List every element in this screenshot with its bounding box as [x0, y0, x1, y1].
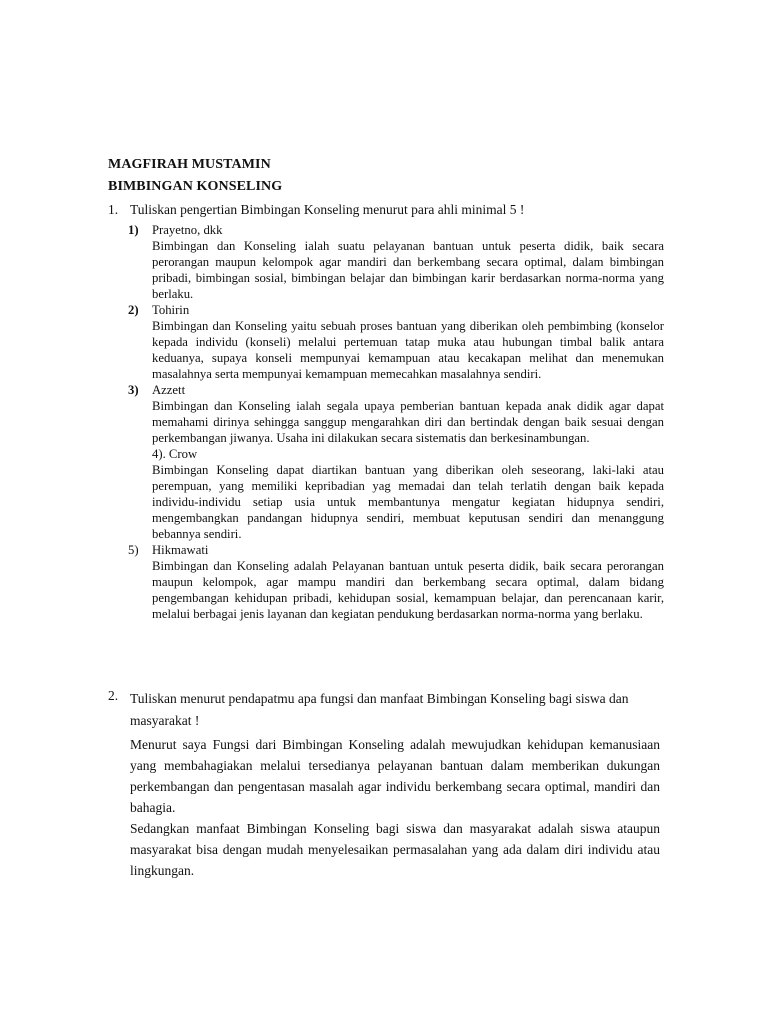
expert-definition: Bimbingan dan Konseling yaitu sebuah proses bantuan yang diberikan oleh pembimbing (konselor kepada individu (konseli) melalui pertemuan tatap muka atau hubungan timbal balik antara keduanya, supaya konseli mempunyai kemampuan atau kecakapan melihat dan menemukan masalahnya serta mempunyai kemampuan memecahkan masalahnya sendiri.	[152, 319, 664, 381]
expert-definition: Bimbingan dan Konseling adalah Pelayanan bantuan untuk peserta didik, baik secara perorangan maupun kelompok, agar mampu mandiri dan berkembang secara optimal, dalam bidang pengembangan kehidupan pribadi, kehidupan sosial, kemampuan belajar, dan perencanaan karir, melalui berbagai jenis layanan dan kegiatan pendukung berdasarkan norma-norma yang berlaku.	[152, 559, 664, 621]
expert-definition: Bimbingan dan Konseling ialah suatu pelayanan bantuan untuk peserta didik, baik secara perorangan maupun kelompok agar mandiri dan berkembang secara optimal, dalam bimbingan pribadi, bimbingan sosial, bimbingan belajar dan bimbingan karir berdasarkan norma-norma yang berlaku.	[152, 239, 664, 301]
expert-marker: 2)	[128, 303, 139, 317]
question-2-text: Tuliskan menurut pendapatmu apa fungsi dan manfaat Bimbingan Konseling bagi siswa dan masyarakat !	[130, 691, 629, 728]
expert-name: Hikmawati	[152, 543, 209, 557]
question-2-number: 2.	[108, 688, 119, 703]
question-1-text: Tuliskan pengertian Bimbingan Konseling menurut para ahli minimal 5 !	[130, 202, 525, 217]
course-title: BIMBINGAN KONSELING	[108, 179, 283, 194]
answer-benefit-paragraph: Sedangkan manfaat Bimbingan Konseling bagi siswa dan masyarakat adalah siswa ataupun masyarakat bisa dengan mudah menyelesaikan permasalahan yang ada dalam diri individu atau lingkungan.	[130, 821, 660, 878]
expert-definition: Bimbingan dan Konseling ialah segala upaya pemberian bantuan kepada anak didik agar dapat memahami dirinya sehingga sanggup mengarahkan diri dan bertindak dengan baik sesuai dengan perkembangan jiwanya. Usaha ini dilakukan secara sistematis dan berkesinambungan.	[152, 399, 664, 445]
expert-name: Azzett	[152, 383, 186, 397]
expert-list	[128, 222, 664, 622]
expert-marker: 1)	[128, 223, 139, 237]
expert-definition: Bimbingan Konseling dapat diartikan bantuan yang diberikan oleh seseorang, laki-laki atau perempuan, yang memiliki kepribadian yag memadai dan telah terlatih dengan baik kepada individu-individu setiap usia untuk membantunya mengatur kegiatan hidupnya sendiri, mengembangkan pandangan hidupnya sendiri, membuat keputusan sendiri dan menanggung bebannya sendiri.	[152, 463, 664, 541]
expert-name: Prayetno, dkk	[152, 223, 223, 237]
expert-marker: 5)	[128, 543, 139, 557]
expert-item-prayetno	[128, 222, 664, 302]
expert-item-crow	[128, 446, 664, 542]
expert-name: Tohirin	[152, 303, 190, 317]
answer-function-paragraph: Menurut saya Fungsi dari Bimbingan Konseling adalah mewujudkan kehidupan kemanusiaan yang membahagiakan melalui tersedianya pelayanan bantuan dalam memberikan dukungan perkembangan dan pengentasan masalah agar individu berkembang secara optimal, mandiri dan bahagia.	[130, 737, 660, 815]
expert-item-azzett	[128, 382, 664, 446]
expert-item-hikmawati	[128, 542, 664, 622]
expert-marker: 3)	[128, 383, 139, 397]
question-1-number: 1.	[108, 202, 119, 217]
author-name: MAGFIRAH MUSTAMIN	[108, 157, 271, 172]
expert-name: 4). Crow	[152, 447, 198, 461]
expert-item-tohirin	[128, 302, 664, 382]
